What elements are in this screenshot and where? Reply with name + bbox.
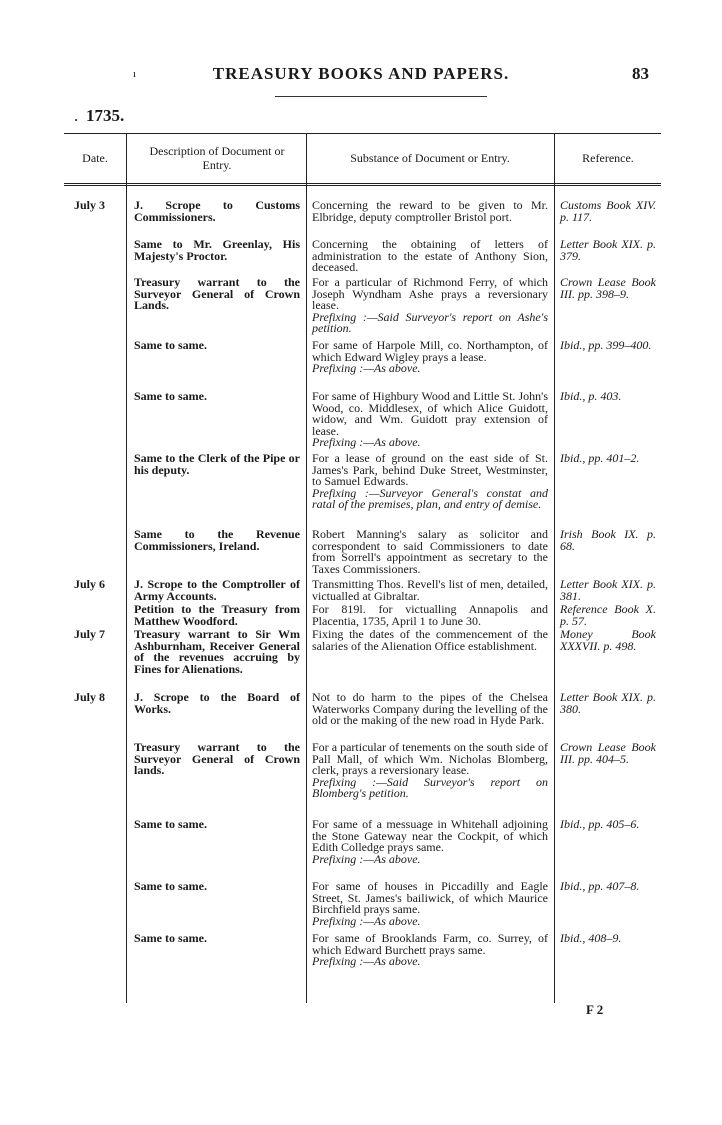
entry-substance <box>312 933 548 968</box>
header-rule <box>275 96 487 97</box>
entry-reference: Customs Book XIV. p. 117. <box>560 198 656 224</box>
entry-substance: Robert Manning's salary as solicitor and correspondent to said Commissioners to date from Sorrell's appointment as secretary to the Taxes Commissioners. <box>312 527 548 576</box>
entry-reference: Letter Book XIX. p. 380. <box>560 690 656 716</box>
entry-reference: Money Book XXXVII. p. 498. <box>560 627 656 653</box>
entry-reference: Ibid., 408–9. <box>560 931 622 945</box>
year-dot: . <box>74 106 79 125</box>
column-header-substance: Substance of Document or Entry. <box>350 151 510 165</box>
entry-prefixing: Prefixing :—As above. <box>312 913 421 928</box>
entry-description: Treasury warrant to the Surveyor General of Crown Lands. <box>134 275 300 313</box>
entry-reference: Crown Lease Book III. pp. 404–5. <box>560 740 656 766</box>
entry-prefixing: Prefixing :—Surveyor General's constat and ratal of the premises, plan, and entry of demise. <box>312 485 548 512</box>
entry-description: J. Scrope to the Comptroller of Army Accounts. <box>134 577 300 603</box>
entry-description: J. Scrope to the Board of Works. <box>134 690 300 716</box>
column-header-date: Date. <box>82 151 108 165</box>
running-title: TREASURY BOOKS AND PAPERS. <box>212 64 510 83</box>
entry-substance <box>312 453 548 511</box>
column-header-reference: Reference. <box>582 151 634 165</box>
entry-description: Same to Mr. Greenlay, His Majesty's Proctor. <box>134 237 300 263</box>
entry-substance <box>312 742 548 800</box>
entry-reference: Ibid., pp. 401–2. <box>560 451 640 465</box>
entry-description: Same to same. <box>134 389 207 403</box>
entry-date: July 6 <box>74 577 106 591</box>
entry-reference: Crown Lease Book III. pp. 398–9. <box>560 275 656 301</box>
entry-description: Treasury warrant to the Surveyor General of Crown lands. <box>134 740 300 778</box>
entry-reference: Ibid., pp. 405–6. <box>560 817 640 831</box>
entry-reference: Letter Book XIX. p. 379. <box>560 237 656 263</box>
entry-substance: Fixing the dates of the commencement of the salaries of the Alienation Office establishment. <box>312 627 548 653</box>
entry-prefixing: Prefixing :—As above. <box>312 851 421 866</box>
entry-substance <box>312 881 548 927</box>
entry-reference: Irish Book IX. p. 68. <box>560 527 656 553</box>
table-header-rule <box>64 183 661 184</box>
entry-substance <box>312 819 548 865</box>
entry-description: Same to same. <box>134 817 207 831</box>
entry-prefixing: Prefixing :—As above. <box>312 361 421 376</box>
year-heading: 1735. <box>86 106 125 125</box>
entry-prefixing: Prefixing :—Said Surveyor's report on Blomberg's petition. <box>312 774 548 801</box>
entry-description: Same to the Clerk of the Pipe or his deputy. <box>134 451 300 477</box>
entry-substance-text: For a particular of Richmond Ferry, of which Joseph Wyndham Ashe prays a reversionary lease. <box>312 275 548 313</box>
entry-date: July 3 <box>74 198 106 212</box>
entry-substance <box>312 340 548 375</box>
entry-date: July 7 <box>74 627 106 641</box>
entry-substance-text: For a lease of ground on the east side of St. James's Park, behind Duke Street, Westminster, to Samuel Edwards. <box>312 451 548 489</box>
entry-reference: Ibid., p. 403. <box>560 389 622 403</box>
entry-reference: Ibid., pp. 407–8. <box>560 879 640 893</box>
column-divider <box>554 133 555 1003</box>
margin-mark: ı <box>133 68 137 80</box>
entry-substance: Transmitting Thos. Revell's list of men, detailed, victualled at Gibraltar. <box>312 577 548 603</box>
entry-description: Same to same. <box>134 338 207 352</box>
entry-substance-text: For same of houses in Piccadilly and Eagle Street, St. James's bailiwick, of which Maurice Birchfield prays same. <box>312 879 548 917</box>
entry-date: July 8 <box>74 690 106 704</box>
entry-substance: Concerning the obtaining of letters of administration to the estate of Anthony Sion, deceased. <box>312 237 548 275</box>
entry-substance-text: For same of Harpole Mill, co. Northampton, of which Edward Wigley prays a lease. <box>312 338 548 364</box>
page-number: 83 <box>632 64 649 83</box>
entry-description: J. Scrope to Customs Commissioners. <box>134 198 300 224</box>
entry-description: Treasury warrant to Sir Wm Ashburnham, Receiver General of the revenues accruing by Fines for Alienations. <box>134 627 300 676</box>
entry-substance <box>312 391 548 449</box>
entry-substance-text: For a particular of tenements on the south side of Pall Mall, of which Wm. Nicholas Blomberg, clerk, prays a reversionary lease. <box>312 740 548 778</box>
entry-description: Petition to the Treasury from Matthew Woodford. <box>134 602 300 628</box>
entry-description: Same to same. <box>134 879 207 893</box>
entry-substance-text: For same of Brooklands Farm, co. Surrey, of which Edward Burchett prays same. <box>312 931 548 957</box>
entry-substance-text: For same of Highbury Wood and Little St. John's Wood, co. Middlesex, of which Alice Guidott, widow, and Wm. Guidott pray extension of lease. <box>312 389 548 438</box>
running-head <box>0 64 722 86</box>
entry-description: Same to the Revenue Commissioners, Ireland. <box>134 527 300 553</box>
entry-substance: For 819l. for victualling Annapolis and Placentia, 1735, April 1 to June 30. <box>312 602 548 628</box>
entry-reference: Reference Book X. p. 57. <box>560 602 656 628</box>
entry-substance <box>312 277 548 335</box>
calendar-table <box>64 133 661 1003</box>
entry-substance-text: For same of a messuage in Whitehall adjoining the Stone Gateway near the Cockpit, of which Edith Colledge prays same. <box>312 817 548 855</box>
entry-description: Same to same. <box>134 931 207 945</box>
entry-substance: Concerning the reward to be given to Mr. Elbridge, deputy comptroller Bristol port. <box>312 198 548 224</box>
column-header-description: Description of Document or Entry. <box>149 144 285 172</box>
column-divider <box>306 133 307 1003</box>
entry-substance: Not to do harm to the pipes of the Chelsea Waterworks Company during the levelling of the old or the making of the new road in Hyde Park. <box>312 690 548 728</box>
signature-mark: F 2 <box>586 1002 604 1017</box>
table-header-rule-2 <box>64 185 661 186</box>
column-divider <box>126 133 127 1003</box>
entry-prefixing: Prefixing :—Said Surveyor's report on Ashe's petition. <box>312 309 548 336</box>
entry-reference: Letter Book XIX. p. 381. <box>560 577 656 603</box>
entry-prefixing: Prefixing :—As above. <box>312 954 421 969</box>
entry-prefixing: Prefixing :—As above. <box>312 435 421 450</box>
entry-reference: Ibid., pp. 399–400. <box>560 338 652 352</box>
